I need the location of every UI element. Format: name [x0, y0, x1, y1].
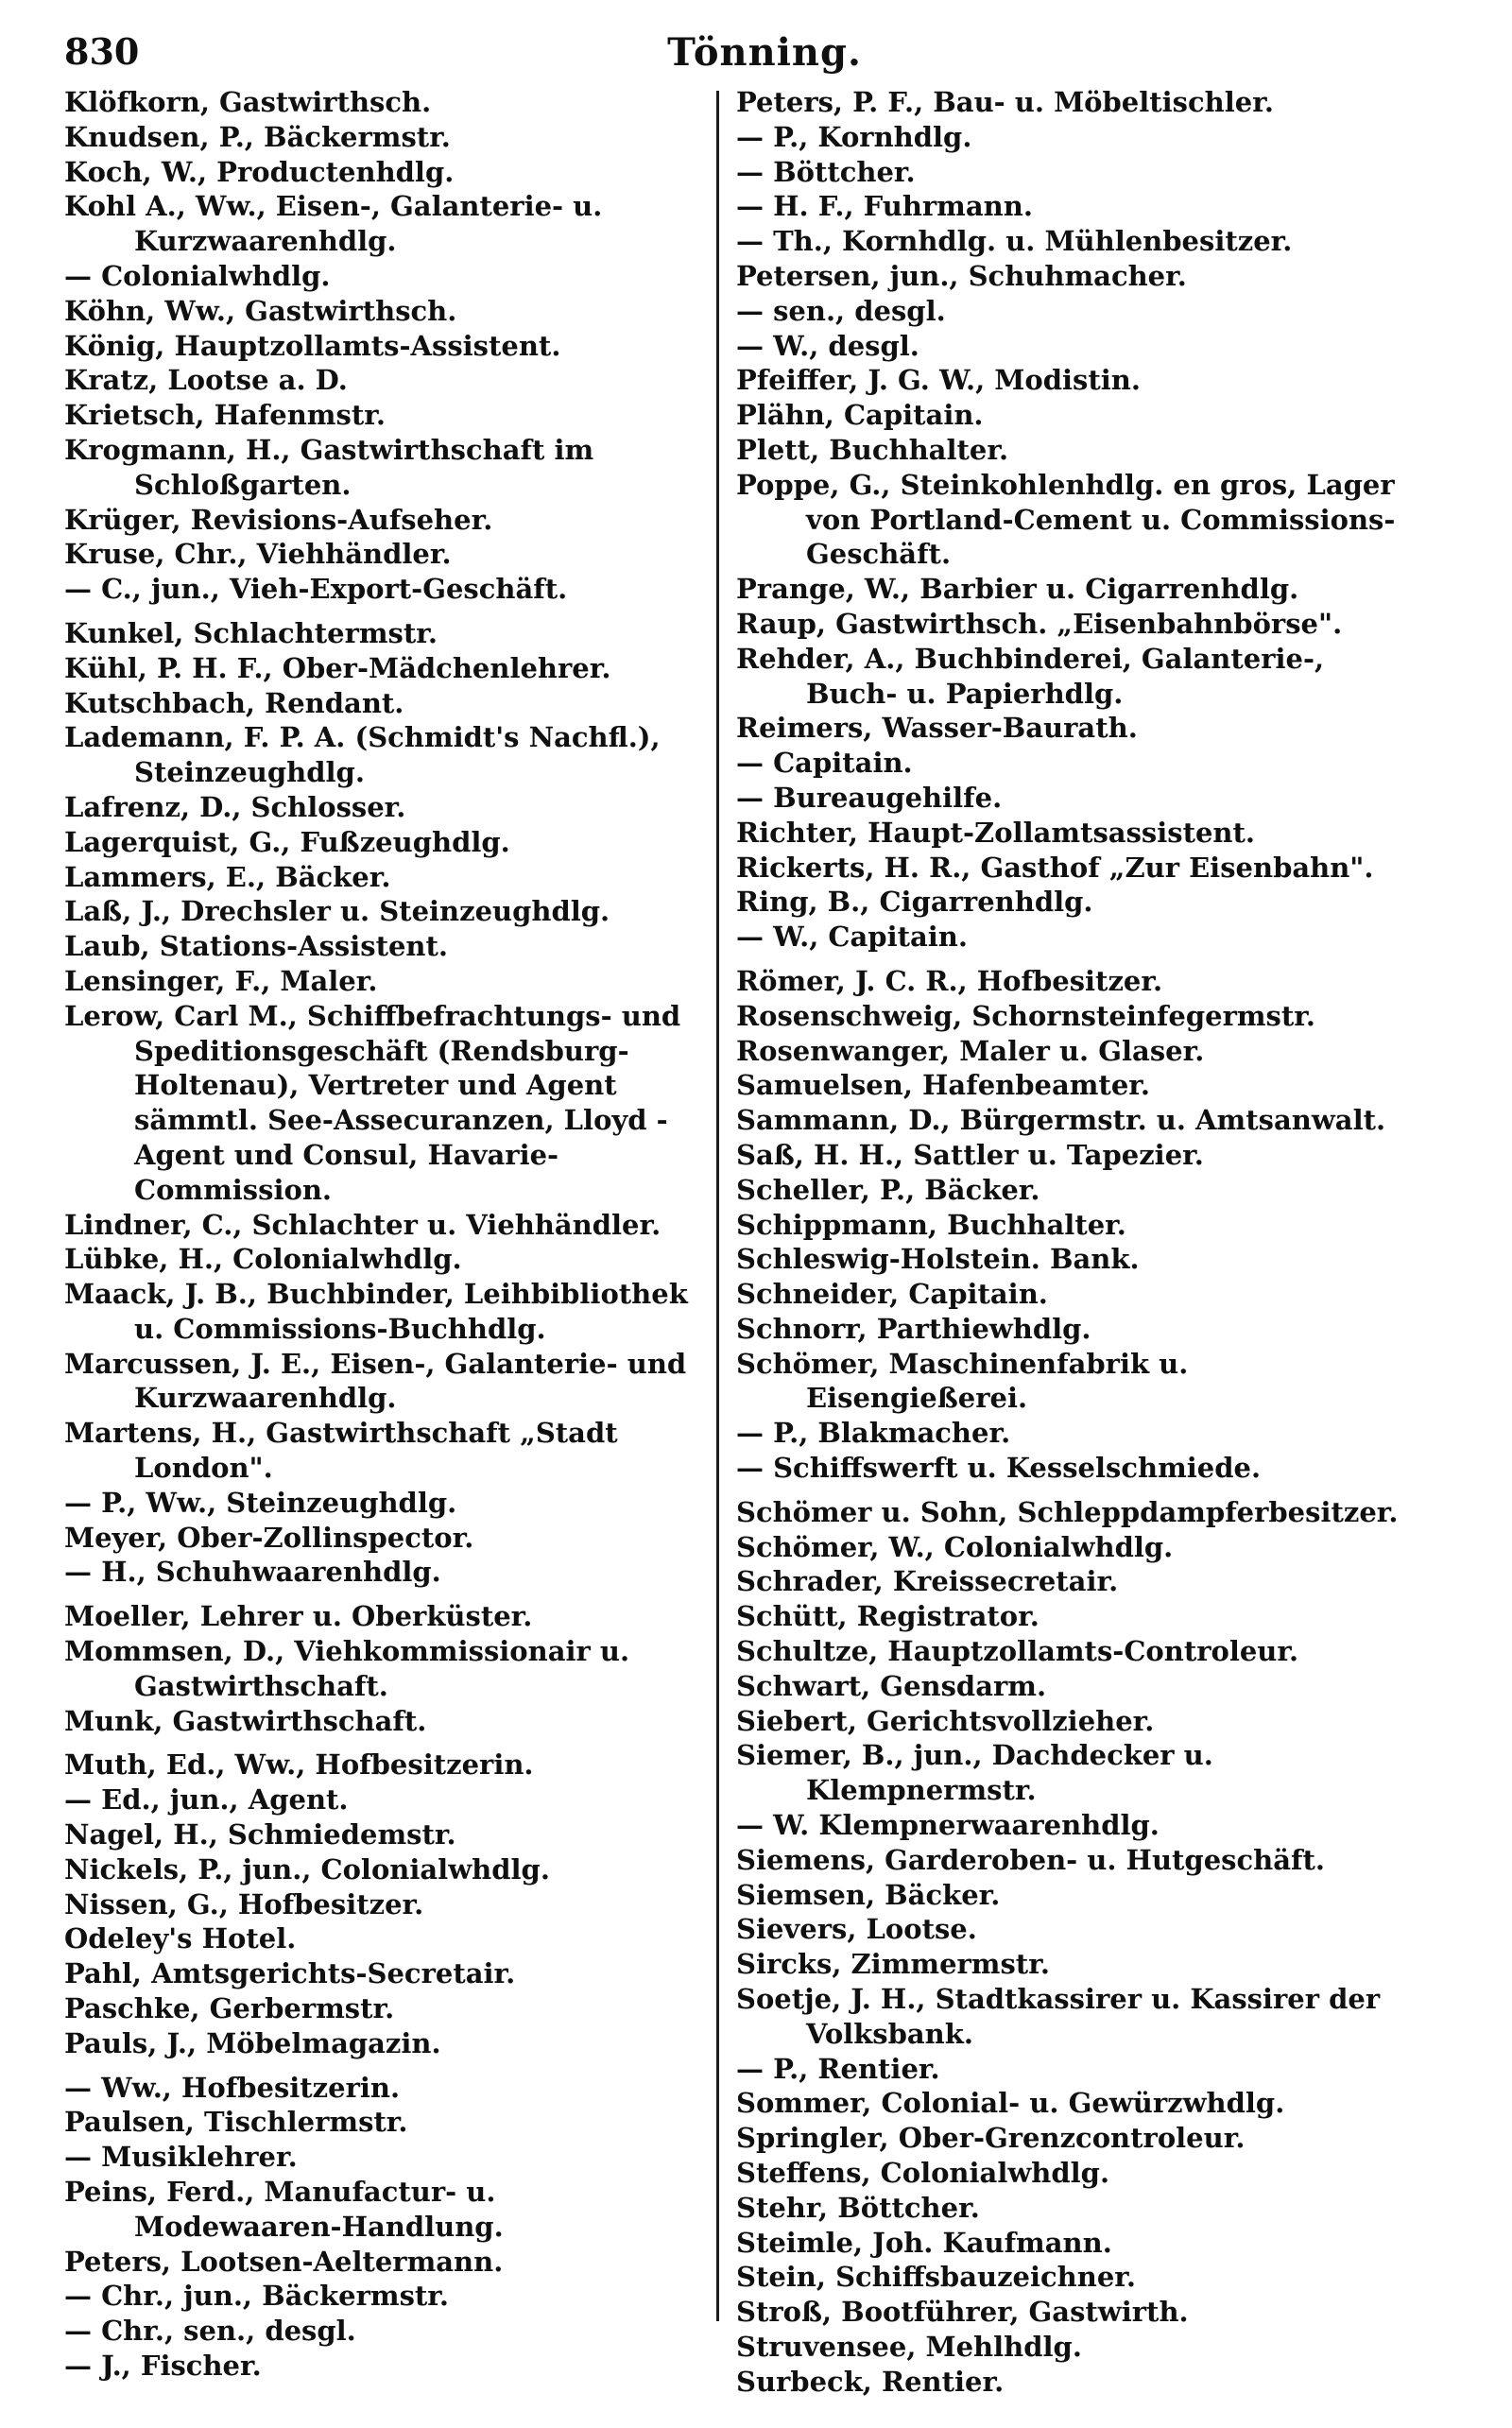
directory-entry: Odeley's Hotel.: [64, 1922, 297, 1955]
directory-entry: Schömer, W., Colonialwhdlg.: [736, 1530, 1174, 1563]
directory-entry: — Chr., sen., desgl.: [64, 2315, 356, 2348]
directory-entry: Schrader, Kreissecretair.: [736, 1565, 1119, 1598]
directory-entry: Römer, J. C. R., Hofbesitzer.: [736, 964, 1163, 997]
directory-entry: Reimers, Wasser-Baurath.: [736, 712, 1138, 745]
directory-entry: Rosenwanger, Maler u. Glaser.: [736, 1034, 1205, 1067]
directory-entry: Springler, Ober-Grenzcontroleur.: [736, 2122, 1246, 2155]
directory-entry: Schippmann, Buchhalter.: [736, 1208, 1126, 1241]
directory-entry: Kutschbach, Rendant.: [64, 686, 404, 719]
directory-entry: Pauls, J., Möbelmagazin.: [64, 2026, 441, 2059]
directory-entry: Lagerquist, G., Fußzeughdlg.: [64, 825, 510, 858]
directory-entry: Koch, W., Productenhdlg.: [64, 155, 455, 188]
directory-columns: [64, 85, 1465, 2398]
directory-entry: — Colonialwhdlg.: [64, 259, 331, 292]
directory-entry: Schömer u. Sohn, Schleppdampferbesitzer.: [736, 1495, 1399, 1528]
directory-entry: Paschke, Gerbermstr.: [64, 1992, 395, 2025]
directory-entry: — Musiklehrer.: [64, 2141, 298, 2174]
directory-entry: Nagel, H., Schmiedemstr.: [64, 1818, 456, 1851]
directory-entry: Rickerts, H. R., Gasthof „Zur Eisenbahn".: [736, 851, 1374, 884]
directory-entry: Kunkel, Schlachtermstr.: [64, 616, 438, 649]
directory-entry: Stehr, Böttcher.: [736, 2191, 980, 2224]
directory-entry: Richter, Haupt-Zollamtsassistent.: [736, 816, 1256, 849]
directory-entry: — Ww., Hofbesitzerin.: [64, 2071, 401, 2104]
directory-entry: — sen., desgl.: [736, 294, 946, 327]
directory-entry: — Ed., jun., Agent.: [64, 1783, 349, 1817]
directory-entry: Laub, Stations-Assistent.: [64, 930, 448, 963]
directory-entry: Mommsen, D., Viehkommissionair u. Gastwirthschaft.: [64, 1635, 640, 1702]
page-number: 830: [64, 30, 140, 73]
directory-entry: Siemens, Garderoben- u. Hutgeschäft.: [736, 1843, 1325, 1876]
directory-entry: Moeller, Lehrer u. Oberküster.: [64, 1600, 533, 1633]
directory-entry: — Bureaugehilfe.: [736, 781, 1003, 814]
directory-entry: Lademann, F. P. A. (Schmidt's Nachfl.), Steinzeughdlg.: [64, 721, 670, 789]
directory-entry: Struvensee, Mehlhdlg.: [736, 2331, 1082, 2363]
directory-entry: Petersen, jun., Schuhmacher.: [736, 259, 1187, 292]
directory-entry: Siebert, Gerichtsvollzieher.: [736, 1704, 1155, 1737]
directory-entry: — W., Capitain.: [736, 921, 968, 954]
directory-entry: Kühl, P. H. F., Ober-Mädchenlehrer.: [64, 651, 611, 684]
right-column: [719, 85, 1418, 2398]
directory-entry: — Th., Kornhdlg. u. Mühlenbesitzer.: [736, 225, 1293, 258]
directory-entry: Schultze, Hauptzollamts-Controleur.: [736, 1635, 1299, 1668]
directory-entry: Kruse, Chr., Viehhändler.: [64, 538, 452, 571]
directory-entry: Ring, B., Cigarrenhdlg.: [736, 886, 1093, 919]
directory-entry: Scheller, P., Bäcker.: [736, 1173, 1040, 1206]
directory-entry: Lübke, H., Colonialwhdlg.: [64, 1243, 462, 1276]
directory-entry: Schleswig-Holstein. Bank.: [736, 1243, 1140, 1276]
directory-entry: Nissen, G., Hofbesitzer.: [64, 1887, 424, 1920]
directory-entry: — Chr., jun., Bäckermstr.: [64, 2280, 450, 2313]
directory-entry: — Böttcher.: [736, 155, 916, 188]
directory-entry: Pfeiffer, J. G. W., Modistin.: [736, 364, 1141, 397]
directory-entry: Rosenschweig, Schornsteinfegermstr.: [736, 999, 1315, 1032]
directory-entry: — P., Blakmacher.: [736, 1417, 1011, 1450]
directory-entry: Rehder, A., Buchbinderei, Galanterie-, Buch- u. Papierhdlg.: [736, 642, 1334, 710]
directory-entry: Köhn, Ww., Gastwirthsch.: [64, 294, 457, 327]
directory-entry: Steimle, Joh. Kaufmann.: [736, 2226, 1112, 2259]
directory-entry: Peters, Lootsen-Aeltermann.: [64, 2245, 504, 2278]
directory-entry: Stroß, Bootführer, Gastwirth.: [736, 2296, 1189, 2329]
directory-entry: — H., Schuhwaarenhdlg.: [64, 1556, 441, 1589]
directory-entry: Raup, Gastwirthsch. „Eisenbahnbörse".: [736, 607, 1343, 640]
directory-entry: Samuelsen, Hafenbeamter.: [736, 1069, 1150, 1102]
directory-entry: Plett, Buchhalter.: [736, 433, 1009, 466]
directory-entry: — H. F., Fuhrmann.: [736, 190, 1033, 223]
directory-entry: Maack, J. B., Buchbinder, Leihbibliothek u. Commissions-Buchhdlg.: [64, 1278, 697, 1345]
directory-entry: — C., jun., Vieh-Export-Geschäft.: [64, 573, 568, 606]
directory-entry: Krüger, Revisions-Aufseher.: [64, 503, 493, 536]
directory-entry: Poppe, G., Steinkohlenhdlg. en gros, Lager von Portland-Cement u. Commissions-Geschäft.: [736, 468, 1404, 571]
directory-entry: — Schiffswerft u. Kesselschmiede.: [736, 1452, 1262, 1485]
directory-entry: Siemer, B., jun., Dachdecker u. Klempnermstr.: [736, 1739, 1223, 1807]
directory-entry: Prange, W., Barbier u. Cigarrenhdlg.: [736, 573, 1299, 606]
left-column: [64, 85, 716, 2391]
directory-entry: — J., Fischer.: [64, 2350, 262, 2382]
directory-entry: Lafrenz, D., Schlosser.: [64, 790, 406, 823]
directory-entry: Lammers, E., Bäcker.: [64, 860, 391, 893]
directory-entry: Munk, Gastwirthschaft.: [64, 1704, 427, 1737]
directory-entry: Paulsen, Tischlermstr.: [64, 2106, 408, 2139]
directory-entry: — W., desgl.: [736, 329, 919, 362]
directory-entry: Martens, H., Gastwirthschaft „Stadt London".: [64, 1417, 627, 1485]
directory-entry: Sommer, Colonial- u. Gewürzwhdlg.: [736, 2087, 1285, 2120]
directory-entry: Peters, P. F., Bau- u. Möbeltischler.: [736, 86, 1274, 118]
running-title: Tönning.: [667, 30, 862, 75]
directory-entry: Soetje, J. H., Stadtkassirer u. Kassirer der Volksbank.: [736, 1983, 1390, 2050]
directory-entry: Meyer, Ober-Zollinspector.: [64, 1521, 474, 1554]
directory-entry: Knudsen, P., Bäckermstr.: [64, 120, 451, 153]
directory-entry: — W. Klempnerwaarenhdlg.: [736, 1809, 1160, 1842]
directory-entry: Muth, Ed., Ww., Hofbesitzerin.: [64, 1748, 534, 1782]
directory-entry: König, Hauptzollamts-Assistent.: [64, 329, 561, 362]
directory-entry: Nickels, P., jun., Colonialwhdlg.: [64, 1852, 550, 1886]
directory-entry: — P., Kornhdlg.: [736, 120, 972, 153]
directory-entry: Pahl, Amtsgerichts-Secretair.: [64, 1957, 516, 1990]
directory-entry: Surbeck, Rentier.: [736, 2365, 1005, 2398]
directory-entry: Krietsch, Hafenmstr.: [64, 399, 386, 432]
directory-entry: Lindner, C., Schlachter u. Viehhändler.: [64, 1208, 662, 1241]
directory-entry: Sircks, Zimmermstr.: [736, 1948, 1050, 1981]
directory-entry: Siemsen, Bäcker.: [736, 1878, 1001, 1911]
directory-entry: Schwart, Gensdarm.: [736, 1669, 1047, 1702]
directory-entry: Laß, J., Drechsler u. Steinzeughdlg.: [64, 895, 610, 928]
directory-entry: Krogmann, H., Gastwirthschaft im Schloßgarten.: [64, 433, 604, 501]
directory-entry: Marcussen, J. E., Eisen-, Galanterie- und Kurzwaarenhdlg.: [64, 1347, 696, 1415]
directory-entry: — Capitain.: [736, 747, 913, 780]
directory-entry: Schütt, Registrator.: [736, 1600, 1040, 1633]
directory-entry: Kohl A., Ww., Eisen-, Galanterie- u. Kurzwaarenhdlg.: [64, 190, 612, 258]
directory-entry: — P., Rentier.: [736, 2052, 940, 2085]
directory-entry: Stein, Schiffsbauzeichner.: [736, 2261, 1136, 2294]
directory-entry: Klöfkorn, Gastwirthsch.: [64, 86, 432, 118]
directory-entry: Plähn, Capitain.: [736, 399, 984, 432]
directory-entry: Schneider, Capitain.: [736, 1278, 1048, 1311]
directory-entry: Sammann, D., Bürgermstr. u. Amtsanwalt.: [736, 1104, 1386, 1137]
directory-entry: Steffens, Colonialwhdlg.: [736, 2157, 1110, 2190]
directory-entry: Kratz, Lootse a. D.: [64, 364, 348, 397]
directory-entry: Schömer, Maschinenfabrik u. Eisengießerei.: [736, 1347, 1198, 1415]
directory-entry: Lerow, Carl M., Schiffbefrachtungs- und Speditionsgeschäft (Rendsburg-Holtenau), Vertreter und Agent sämmtl. See-Assecuranzen, Lloyd - Agent und Consul, Havarie-Commission.: [64, 999, 691, 1206]
page-header: [64, 26, 1465, 85]
directory-entry: Sievers, Lootse.: [736, 1913, 977, 1946]
directory-entry: Peins, Ferd., Manufactur- u. Modewaaren-Handlung.: [64, 2176, 506, 2243]
directory-entry: Lensinger, F., Maler.: [64, 964, 378, 997]
directory-entry: Saß, H. H., Sattler u. Tapezier.: [736, 1138, 1204, 1171]
directory-entry: — P., Ww., Steinzeughdlg.: [64, 1486, 457, 1519]
directory-entry: Schnorr, Parthiewhdlg.: [736, 1312, 1091, 1345]
